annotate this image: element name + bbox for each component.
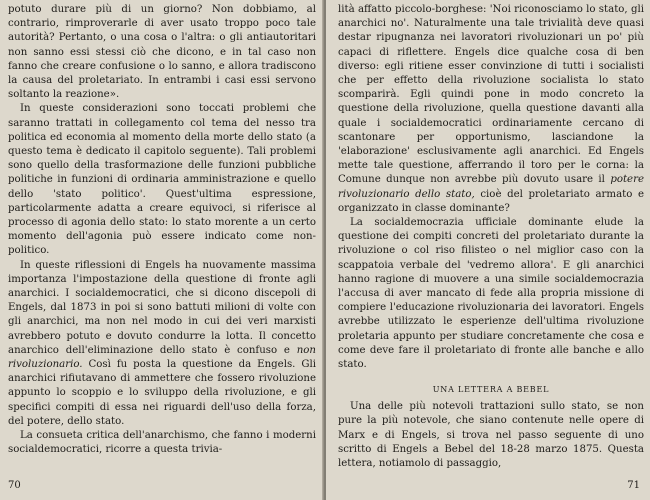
section-title: UNA LETTERA A BEBEL xyxy=(432,385,550,395)
right-page xyxy=(326,0,650,500)
paragraph xyxy=(8,259,316,429)
paragraph-text: Così fu posta la questione da Engels. Gli anarchici rifiutavano di ammettere che fossero rivoluzione appunto lo scoppio e lo sviluppo della rivoluzione, e gli specifici compiti di essa nei riguardi dell'uso della forza, del potere, dello stato. xyxy=(8,359,316,427)
page-number: 70 xyxy=(8,480,21,491)
paragraph: Una delle più notevoli trattazioni sullo stato, se non pure la più notevole, che siano contenute nelle opere di Marx e di Engels, si trova nel passo seguente di uno scritto di Engels a Bebel del 18-28 marzo 1875. Questa lettera, notiamolo di passaggio, xyxy=(338,401,644,470)
paragraph-text: In queste riflessioni di Engels ha nuovamente massima importanza l'impostazione della questione di fronte agli anarchici. I socialdemocratici, che si dicono discepoli di Engels, dal 1873 in poi si sono battuti milioni di volte con gli anarchici, ma non nel modo in cui dei veri marxisti avrebbero potuto e dovuto condurre la lotta. Il concetto anarchico dell'eliminazione dello stato è confuso e xyxy=(8,259,316,356)
left-page-text xyxy=(8,3,316,458)
paragraph: La consueta critica dell'anarchismo, che fanno i moderni socialdemocratici, ricorre a questa trivia- xyxy=(8,430,316,456)
italic-word: rivoluzionario. xyxy=(8,359,83,371)
italic-word: non xyxy=(296,344,316,356)
page-number: 71 xyxy=(627,480,640,491)
paragraph xyxy=(338,3,644,216)
paragraph: In queste considerazioni sono toccati problemi che saranno trattati in collegamento col tema del nesso tra politica ed economia al momento della morte dello stato (a questo tema è dedicato il capitolo seguente). Tali problemi sono quello della trasformazione delle funzioni pubbliche politiche in funzioni di ordinaria amministrazione e quello dello 'stato politico'. Quest'ultima espressione, particolarmente adatta a creare equivoci, si riferisce al processo di agonia dello stato: lo stato morente a un certo momento dell'agonia può essere indicato come non-politico. xyxy=(8,103,316,257)
paragraph: La socialdemocrazia ufficiale dominante elude la questione dei compiti concreti del proletariato durante la rivoluzione o col riso filisteo o nel miglior caso con la scappatoia verbale del 'vedremo allora'. E gli anarchici hanno ragione di muovere a una simile socialdemocrazia l'accusa di aver mancato di fede alla propria missione di compiere l'educazione rivoluzionaria dei lavoratori. Engels avrebbe utilizzato le esperienze dell'ultima rivoluzione proletaria appunto per studiare concretamente che cosa e come deve fare il proletariato di fronte alle banche e allo stato. xyxy=(338,217,644,371)
paragraph-text: lità affatto piccolo-borghese: 'Noi riconosciamo lo stato, gli anarchici no'. Naturalmente una tale trivialità deve quasi destar ripugnanza nei lavoratori rivoluzionari un po' più capaci di riflettere. Engels dice qualche cosa di ben diverso: egli ritiene esser convinzione di tutti i socialisti che per effetto della rivoluzione socialista lo stato scomparirà. Egli quindi pone in modo concreto la questione della rivoluzione, quella questione davanti alla quale i socialdemocratici ordinariamente cercano di scantonare per opportunismo, lasciandone la 'elaborazione' esclusivamente agli anarchici. Ed Engels mette tale questione, afferrando il toro per le corna: la Comune dunque non avrebbe più dovuto usare il xyxy=(338,4,644,186)
paragraph-text: cioè del proletariato armato e organizzato in classe dominante? xyxy=(338,188,644,214)
left-page xyxy=(0,0,324,500)
paragraph: potuto durare più di un giorno? Non dobbiamo, al contrario, rimproverarle di aver usato troppo poco tale autorità? Pertanto, o una cosa o l'altra: o gli antiautoritari non sanno essi stessi ciò che dicono, e in tal caso non fanno che creare confusione o lo sanno, e allora tradiscono la causa del proletariato. In entrambi i casi essi servono soltanto la reazione». xyxy=(8,4,316,101)
right-page-text xyxy=(338,3,644,471)
italic-text: potere rivoluzionario dello stato, xyxy=(338,174,644,200)
